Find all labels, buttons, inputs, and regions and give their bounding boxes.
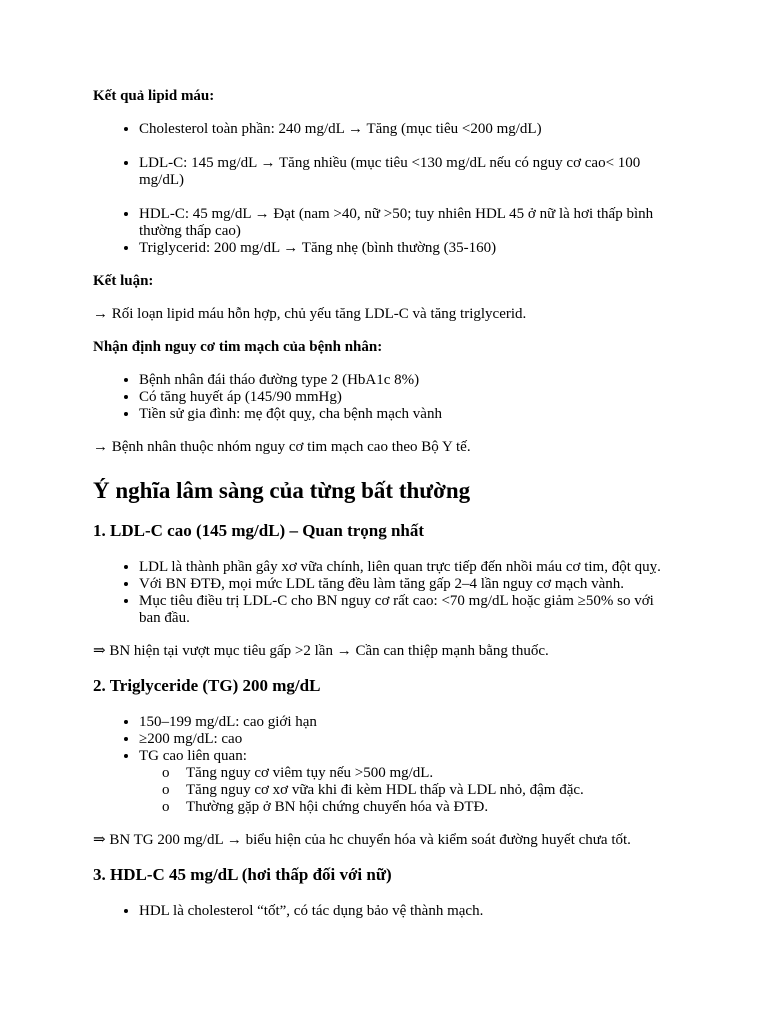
list-item: • Triglycerid: 200 mg/dL → Tăng nhẹ (bình thường (35-160): [139, 240, 676, 257]
list-item: • Cholesterol toàn phần: 240 mg/dL → Tăng (mục tiêu <200 mg/dL): [139, 121, 676, 138]
tg-heading: 2. Triglyceride (TG) 200 mg/dL: [93, 676, 321, 695]
main-title: Ý nghĩa lâm sàng của từng bất thường: [93, 478, 471, 503]
list-item: • 150–199 mg/dL: cao giới hạn: [139, 714, 676, 731]
conclusion-heading: Kết luận:: [93, 273, 154, 289]
lipid-results-list: [93, 121, 676, 257]
hdl-list: [93, 903, 676, 920]
sub-list-item: o Tăng nguy cơ xơ vữa khi đi kèm HDL thấp và LDL nhỏ, đậm đặc.: [186, 782, 676, 799]
list-item: • LDL-C: 145 mg/dL → Tăng nhiều (mục tiêu <130 mg/dL nếu có nguy cơ cao< 100 mg/dL): [139, 155, 676, 189]
list-item: • ≥200 mg/dL: cao: [139, 731, 676, 748]
sub-list-item: o Tăng nguy cơ viêm tụy nếu >500 mg/dL.: [186, 765, 676, 782]
sub-list-item: o Thường gặp ở BN hội chứng chuyển hóa và ĐTĐ.: [186, 799, 676, 816]
risk-list: [93, 372, 676, 423]
tg-list: [93, 714, 676, 816]
conclusion-text: → Rối loạn lipid máu hỗn hợp, chủ yếu tăng LDL-C và tăng triglycerid.: [93, 306, 527, 322]
list-item: • Có tăng huyết áp (145/90 mmHg): [139, 389, 676, 406]
hdl-heading: 3. HDL-C 45 mg/dL (hơi thấp đối với nữ): [93, 865, 392, 884]
list-item: • HDL-C: 45 mg/dL → Đạt (nam >40, nữ >50; tuy nhiên HDL 45 ở nữ là hơi thấp bình thường thấp cao): [139, 206, 676, 240]
list-item: • Với BN ĐTĐ, mọi mức LDL tăng đều làm tăng gấp 2–4 lần nguy cơ mạch vành.: [139, 576, 676, 593]
list-item: • HDL là cholesterol “tốt”, có tác dụng bảo vệ thành mạch.: [139, 903, 676, 920]
tg-conclusion: ⇒ BN TG 200 mg/dL → biểu hiện của hc chuyển hóa và kiểm soát đường huyết chưa tốt.: [93, 832, 631, 848]
risk-heading: Nhận định nguy cơ tim mạch của bệnh nhân:: [93, 339, 383, 355]
ldl-conclusion: ⇒ BN hiện tại vượt mục tiêu gấp >2 lần → Cần can thiệp mạnh bằng thuốc.: [93, 643, 549, 659]
risk-conclusion: → Bệnh nhân thuộc nhóm nguy cơ tim mạch cao theo Bộ Y tế.: [93, 439, 471, 455]
list-item: • Tiền sử gia đình: mẹ đột quỵ, cha bệnh mạch vành: [139, 406, 676, 423]
lipid-results-heading: Kết quả lipid máu:: [93, 88, 215, 104]
ldl-heading: 1. LDL-C cao (145 mg/dL) – Quan trọng nhất: [93, 521, 425, 540]
ldl-list: [93, 559, 676, 627]
list-item: [139, 748, 676, 816]
list-item: • LDL là thành phần gây xơ vữa chính, liên quan trực tiếp đến nhồi máu cơ tim, đột quỵ.: [139, 559, 676, 576]
tg-sublist: [139, 765, 676, 816]
list-item-label: TG cao liên quan:: [139, 748, 247, 764]
list-item: • Bệnh nhân đái tháo đường type 2 (HbA1c 8%): [139, 372, 676, 389]
list-item: • Mục tiêu điều trị LDL-C cho BN nguy cơ rất cao: <70 mg/dL hoặc giảm ≥50% so với ban đầu.: [139, 593, 676, 627]
